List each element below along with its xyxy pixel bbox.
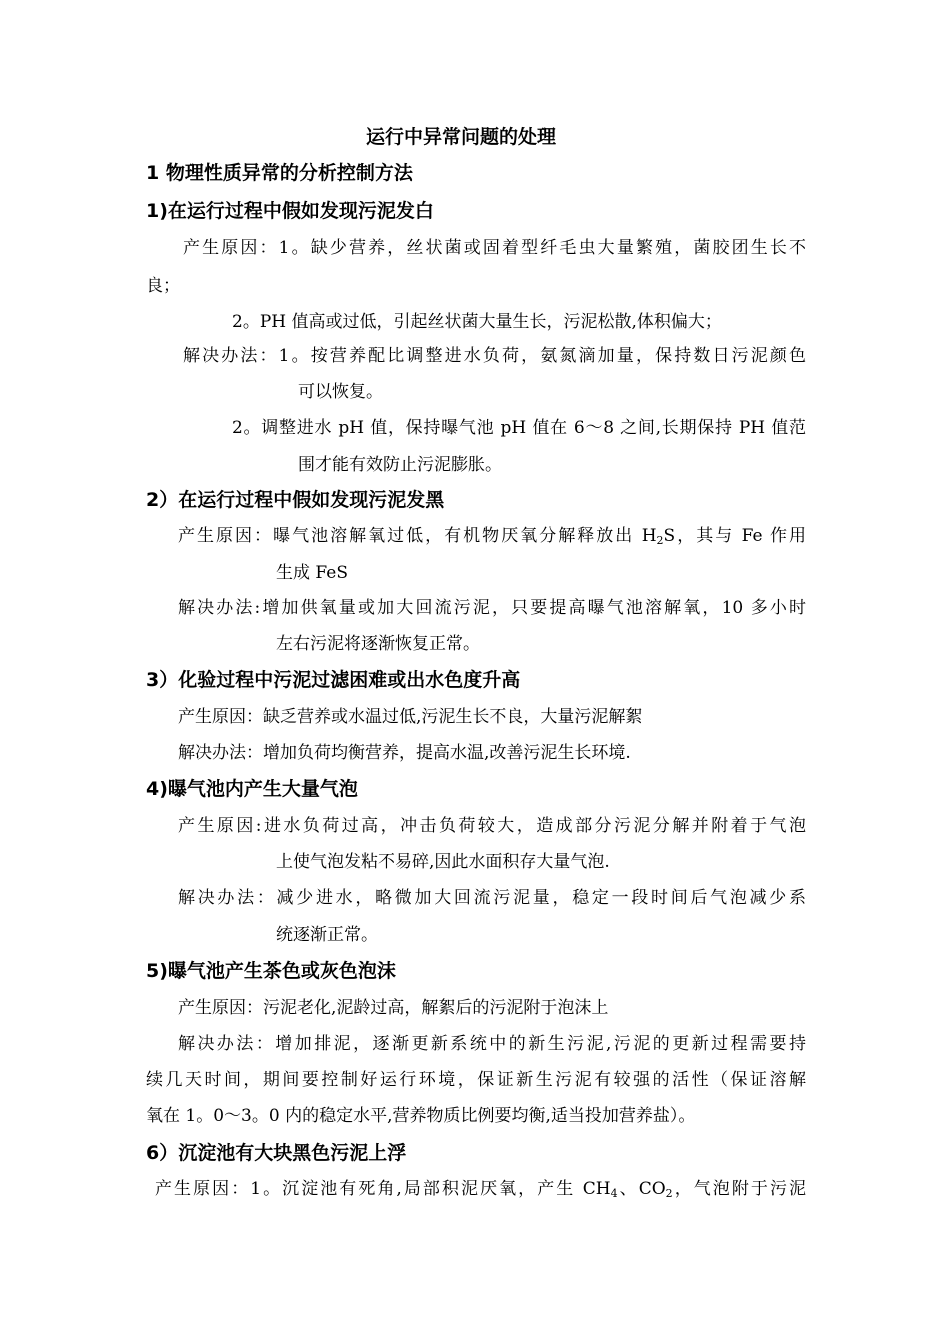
cause-text: 产生原因：曝气池溶解氧过低，有机物厌氧分解释放出 H: [178, 526, 657, 546]
cause-text: 产生原因：1。沉淀池有死角,局部积泥厌氧，产生 CH: [155, 1179, 611, 1199]
page-title: 运行中异常问题的处理: [366, 126, 557, 148]
subscript: 2: [665, 1187, 673, 1200]
paragraph-line: 2。PH 值高或过低，引起丝状菌大量生长，污泥松散,体积偏大；: [232, 312, 722, 332]
section-heading: 1 物理性质异常的分析控制方法: [146, 162, 413, 184]
cause-text: ，气泡附于污泥: [672, 1179, 806, 1199]
paragraph-line: 统逐渐正常。: [276, 925, 378, 945]
paragraph-line: 解决办法:增加供氧量或加大回流污泥，只要提高曝气池溶解氧，10 多小时: [178, 598, 806, 618]
subsection-heading: 1)在运行过程中假如发现污泥发白: [146, 200, 434, 222]
subsection-heading: 5)曝气池产生茶色或灰色泡沫: [146, 960, 396, 982]
subscript: 2: [656, 534, 664, 547]
paragraph-line: 良；: [146, 276, 180, 296]
paragraph-line: [178, 524, 806, 548]
paragraph-line: 解决办法：1。按营养配比调整进水负荷，氨氮滴加量，保持数日污泥颜色: [183, 346, 806, 366]
paragraph-line: 左右污泥将逐渐恢复正常。: [276, 634, 480, 654]
paragraph-line: 产生原因：缺乏营养或水温过低,污泥生长不良，大量污泥解絮: [178, 707, 643, 727]
cause-text: 、CO: [617, 1179, 666, 1199]
paragraph-line: 2。调整进水 pH 值，保持曝气池 pH 值在 6～8 之间,长期保持 PH 值范: [232, 418, 806, 438]
subsection-heading: 2）在运行过程中假如发现污泥发黑: [146, 489, 445, 511]
paragraph-line: 产生原因：1。缺少营养，丝状菌或固着型纤毛虫大量繁殖，菌胶团生长不: [183, 238, 806, 258]
paragraph-line: 解决办法：减少进水，略微加大回流污泥量，稳定一段时间后气泡减少系: [178, 888, 806, 908]
cause-text: S，其与 Fe 作用: [663, 526, 806, 546]
subscript: 4: [610, 1187, 618, 1200]
paragraph-line: 解决办法：增加负荷均衡营养，提高水温,改善污泥生长环境.: [178, 743, 631, 763]
paragraph-line: 生成 FeS: [276, 563, 348, 583]
subsection-heading: 6）沉淀池有大块黑色污泥上浮: [146, 1142, 407, 1164]
paragraph-line: 解决办法：增加排泥，逐渐更新系统中的新生污泥,污泥的更新过程需要持: [178, 1034, 806, 1054]
paragraph-line: 可以恢复。: [298, 382, 383, 402]
paragraph-line: [155, 1177, 806, 1201]
paragraph-line: 产生原因:进水负荷过高，冲击负荷较大，造成部分污泥分解并附着于气泡: [178, 816, 806, 836]
subsection-heading: 4)曝气池内产生大量气泡: [146, 778, 358, 800]
paragraph-line: 围才能有效防止污泥膨胀。: [298, 455, 502, 475]
paragraph-line: 氧在 1。0～3。0 内的稳定水平,营养物质比例要均衡,适当投加营养盐）。: [146, 1106, 696, 1126]
paragraph-line: 上使气泡发粘不易碎,因此水面积存大量气泡.: [276, 852, 610, 872]
subsection-heading: 3）化验过程中污泥过滤困难或出水色度升高: [146, 669, 521, 691]
paragraph-line: 产生原因：污泥老化,泥龄过高，解絮后的污泥附于泡沫上: [178, 998, 609, 1018]
paragraph-line: 续几天时间，期间要控制好运行环境，保证新生污泥有较强的活性（保证溶解: [146, 1070, 806, 1090]
